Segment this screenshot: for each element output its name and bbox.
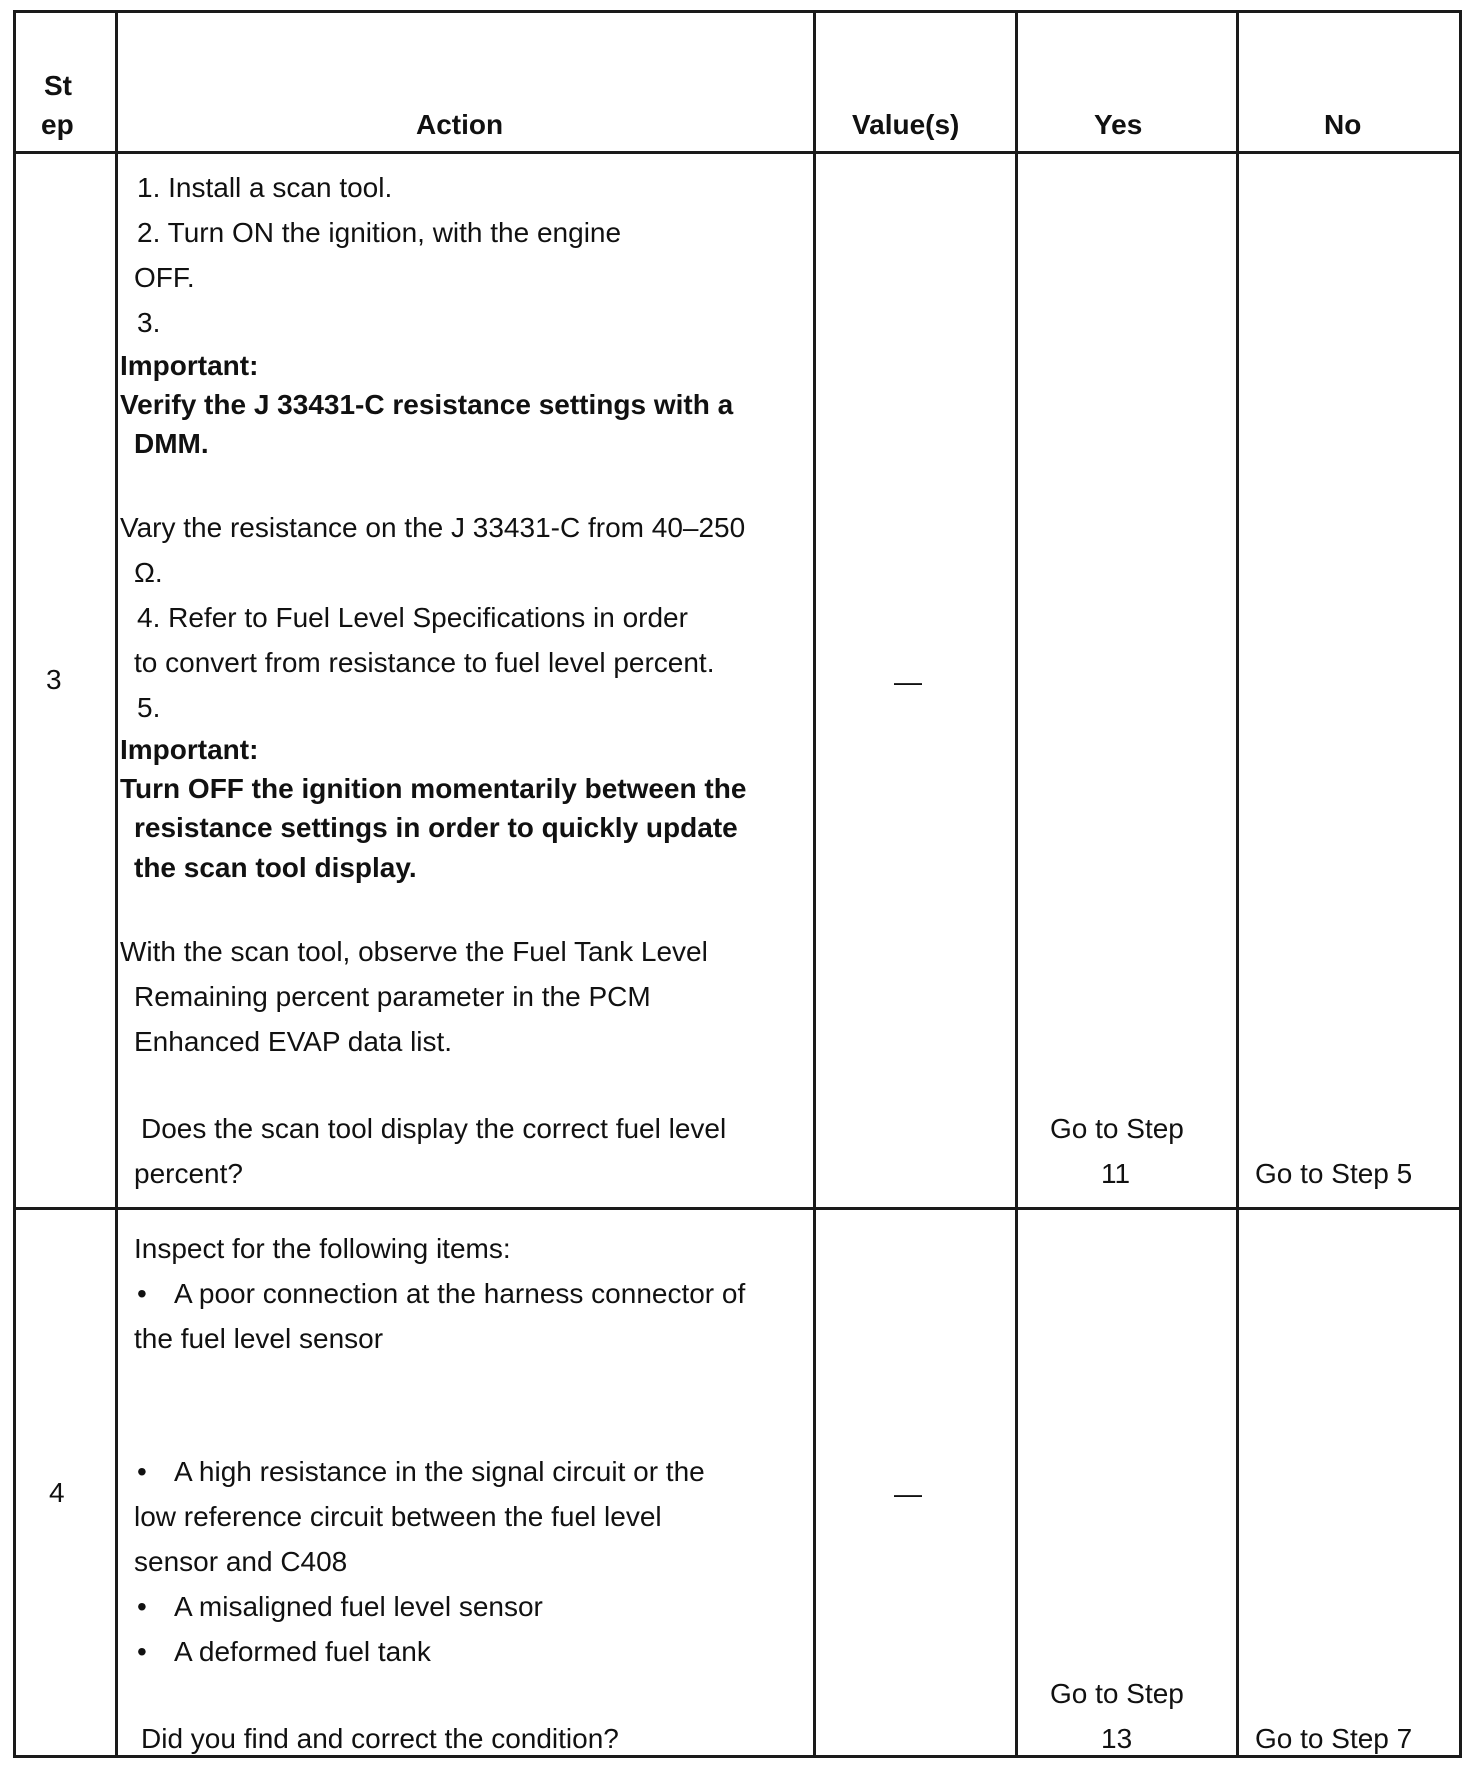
action-line: to convert from resistance to fuel level percent.: [134, 647, 715, 678]
col-divider-no: [1236, 10, 1239, 1758]
bullet: •: [137, 1636, 147, 1667]
yes-link-line2: 11: [1101, 1158, 1131, 1189]
action-line: A poor connection at the harness connector of: [174, 1278, 746, 1309]
action-line: Inspect for the following items:: [134, 1233, 511, 1264]
row-divider: [13, 1207, 1462, 1210]
step-number: 4: [49, 1477, 65, 1508]
bullet: •: [137, 1278, 147, 1309]
yes-link-line1: Go to Step: [1050, 1113, 1184, 1144]
action-line: A deformed fuel tank: [174, 1636, 431, 1667]
table-border-top: [13, 10, 1462, 13]
header-step-line2: ep: [41, 109, 74, 140]
value-cell: —: [894, 666, 922, 697]
important-note: DMM.: [134, 428, 209, 459]
table-border-right: [1459, 10, 1462, 1758]
action-line: Remaining percent parameter in the PCM: [134, 981, 651, 1012]
table-border-left: [13, 10, 16, 1758]
bullet: •: [137, 1456, 147, 1487]
action-line: low reference circuit between the fuel level: [134, 1501, 662, 1532]
action-line: Ω.: [134, 557, 163, 588]
table-border-bottom: [13, 1755, 1462, 1758]
action-line: 3.: [137, 307, 161, 338]
yes-link-line2: 13: [1101, 1723, 1133, 1754]
yes-link-line1: Go to Step: [1050, 1678, 1184, 1709]
no-link: Go to Step 7: [1255, 1723, 1413, 1754]
action-line: 4. Refer to Fuel Level Specifications in order: [137, 602, 688, 633]
step-number: 3: [46, 664, 62, 695]
important-note: Turn OFF the ignition momentarily between the: [120, 773, 747, 804]
action-question: Does the scan tool display the correct fuel level: [141, 1113, 727, 1144]
important-note: Verify the J 33431-C resistance settings with a: [120, 389, 734, 420]
value-cell: —: [894, 1478, 922, 1509]
action-line: 5.: [137, 692, 161, 723]
col-divider-yes: [1015, 10, 1018, 1758]
header-no: No: [1324, 109, 1362, 140]
action-line: Enhanced EVAP data list.: [134, 1026, 453, 1057]
action-line: 1. Install a scan tool.: [137, 172, 393, 203]
no-link: Go to Step 5: [1255, 1158, 1413, 1189]
action-line: the fuel level sensor: [134, 1323, 384, 1354]
important-label: Important:: [120, 350, 259, 381]
col-divider-action: [115, 10, 118, 1758]
important-label: Important:: [120, 734, 259, 765]
action-line: sensor and C408: [134, 1546, 348, 1577]
action-line: Vary the resistance on the J 33431-C from 40–250: [120, 512, 746, 543]
bullet: •: [137, 1591, 147, 1622]
action-line: A misaligned fuel level sensor: [174, 1591, 543, 1622]
header-yes: Yes: [1094, 109, 1143, 140]
col-divider-values: [813, 10, 816, 1758]
header-divider: [13, 151, 1462, 154]
header-values: Value(s): [852, 109, 960, 140]
action-question: percent?: [134, 1158, 243, 1189]
action-line: A high resistance in the signal circuit or the: [174, 1456, 705, 1487]
action-question: Did you find and correct the condition?: [141, 1723, 619, 1754]
header-action: Action: [416, 109, 504, 140]
important-note: resistance settings in order to quickly update: [134, 812, 738, 843]
header-step-line1: St: [44, 70, 72, 101]
important-note: the scan tool display.: [134, 852, 417, 883]
action-line: OFF.: [134, 262, 195, 293]
action-line: 2. Turn ON the ignition, with the engine: [137, 217, 622, 248]
action-line: With the scan tool, observe the Fuel Tank Level: [120, 936, 708, 967]
